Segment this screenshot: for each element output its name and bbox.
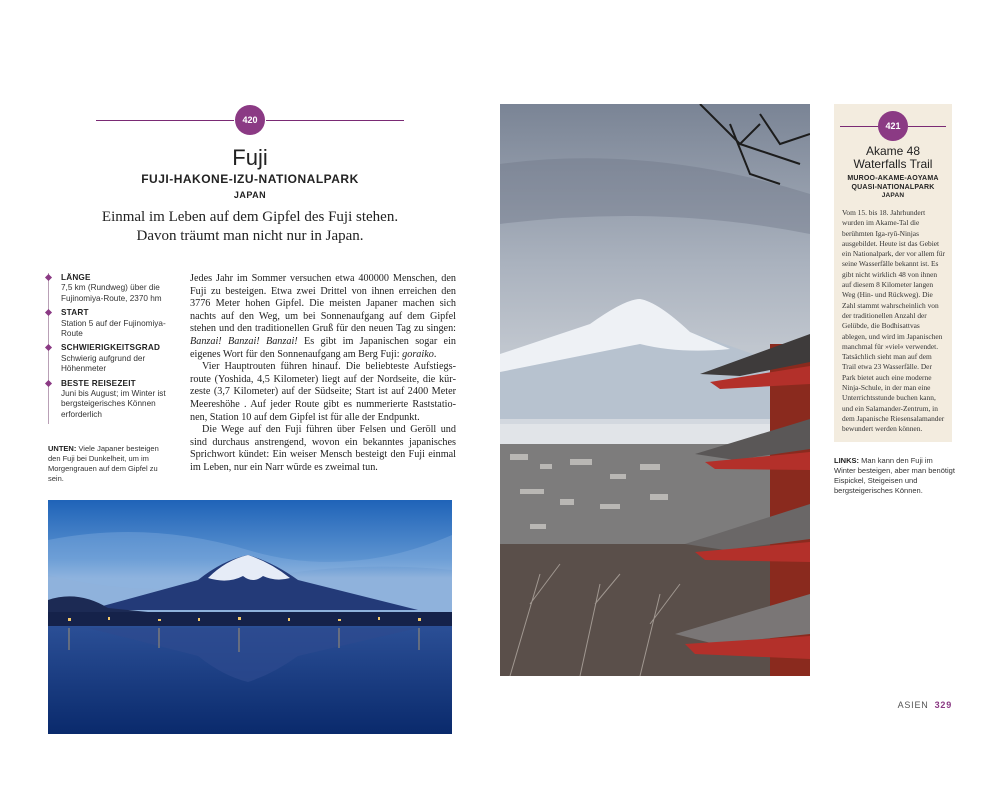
banzai-quote: Banzai! Banzai! Banzai! xyxy=(190,335,298,347)
fact-text: Station 5 auf der Fujinomiya-Route xyxy=(61,318,166,339)
lead-line-1: Einmal im Leben auf dem Gipfel des Fuji stehen. xyxy=(101,209,399,225)
fact-label: LÄNGE xyxy=(61,273,91,282)
fact-label: SCHWIERIGKEITSGRAD xyxy=(61,343,161,353)
photo-caption-left xyxy=(834,456,956,496)
fact-label: START xyxy=(61,308,89,318)
fuji-dusk-illustration xyxy=(48,500,452,734)
body-text xyxy=(190,273,456,475)
caption-label: LINKS: xyxy=(834,456,859,465)
box-rule-left xyxy=(840,126,878,127)
page-footer xyxy=(898,700,952,710)
diamond-bullet-icon xyxy=(45,274,52,281)
body-text-run: . xyxy=(433,348,437,360)
box-subtitle-line-2: QUASI-NATIONALPARK xyxy=(851,183,935,191)
facts-sidebar xyxy=(48,273,179,424)
diamond-bullet-icon xyxy=(45,309,52,316)
body-text-run: Es gibt im Japanischen sogar ein eigenes Wort für den Sonnenaufgang am Berg Fuji: xyxy=(190,335,457,360)
caption-label: UNTEN: xyxy=(48,444,77,453)
fact-start xyxy=(61,308,179,339)
entry-number-badge-420: 420 xyxy=(235,105,265,135)
fuji-pagoda-illustration xyxy=(500,104,810,676)
entry-number-badge-421: 421 xyxy=(878,111,908,141)
entry-subtitle: FUJI-HAKONE-IZU-NATIONALPARK xyxy=(141,172,359,186)
fact-text: 7,5 km (Rundweg) über die Fujinomiya-Route, 2370 hm xyxy=(61,283,162,303)
fact-text: Juni bis August; im Winter ist bergsteigerisches Können erforderlich xyxy=(61,389,166,419)
entry-title: Fuji xyxy=(232,145,268,170)
goraiko-term: goraiko xyxy=(402,348,434,360)
photo-caption-below xyxy=(48,444,168,484)
fact-best-season xyxy=(61,379,179,421)
box-subtitle-line-1: MUROO-AKAME-AOYAMA xyxy=(847,175,939,182)
diamond-bullet-icon xyxy=(45,380,52,387)
body-paragraph-2: Vier Hauptrouten führen hinauf. Die beliebteste Aufstiegsroute (Yoshida, 4,5 Kilometer) liegt auf der Nordseite, die kürzeste (3,7 Kilometer) auf der Südseite; Start ist auf 2400 Meter Meereshöhe . Auf jeder Route gibt es nummerierte Raststationen, Station 10 auf dem Gipfel ist für alle der Endpunkt. xyxy=(190,361,456,423)
box-title-line-1: Akame 48 xyxy=(865,144,921,158)
box-title-line-2: Waterfalls Trail xyxy=(853,157,933,171)
page-number: 329 xyxy=(934,700,952,710)
header-rule-left xyxy=(96,120,234,121)
entry-lead xyxy=(90,208,410,246)
entry-country: JAPAN xyxy=(233,190,267,200)
header-rule-right xyxy=(266,120,404,121)
box-rule-right xyxy=(908,126,946,127)
photo-fuji-dusk-lake xyxy=(48,500,452,734)
caption-text: Man kann den Fuji im Winter besteigen, aber man benötigt Eispickel, Steigeisen und bergsteigerisches Können. xyxy=(834,456,955,495)
section-name: ASIEN xyxy=(897,700,929,710)
diamond-bullet-icon xyxy=(45,344,52,351)
body-paragraph-1 xyxy=(190,273,456,361)
side-entry-box-421 xyxy=(834,104,952,442)
fact-text: Schwierig aufgrund der Höhenmeter xyxy=(61,353,146,374)
body-paragraph-3: Die Wege auf den Fuji führen über Felsen und Geröll und sind durchaus anstrengend, wovon ein bekanntes japanisches Sprichwort kündet: Ein weiser Mensch besteigt den Fuji einmal im Leben, nur ein Narr würde es zweimal tun. xyxy=(190,424,456,473)
photo-fuji-pagoda xyxy=(500,104,810,676)
caption-text: Viele Japaner besteigen den Fuji bei Dunkelheit, um im Morgengrauen auf dem Gipfel zu sein. xyxy=(48,444,159,483)
lead-line-2: Davon träumt man nicht nur in Japan. xyxy=(136,228,364,244)
box-country: JAPAN xyxy=(881,192,905,199)
fact-length xyxy=(61,273,179,304)
fact-label: BESTE REISEZEIT xyxy=(61,378,136,388)
box-body-text: Vom 15. bis 18. Jahrhundert wurden im Akame-Tal die berühmten Iga-ryū-Ninjas ausgebildet. Heute ist das Gebiet ein Nationalpark, der vor allem für seine Wasserfälle bekannt ist. Es gibt nicht wirklich 48 von ihnen auf diesem 8 Kilometer langen Weg (Hin- und Rückweg). Die Zahl stammt wahrscheinlich von der traditionellen Anzahl der Gelübde, die Bodhisattvas ablegen, und wird im Japanischen manchmal für »viel« verwendet. Tatsächlich sieht man auf dem Trail etwa 23 Wasserfälle. Der Park bietet auch eine moderne Ninja-Schule, in der man eine Unterrichtsstunde buchen kann, und ein Salamander-Zentrum, in dem Japanische Riesensalamander bewundert werden können. xyxy=(842,208,946,434)
body-text-run: Jedes Jahr im Sommer versuchen etwa 400000 Menschen, den Fuji zu besteigen. Etwa zwei Drittel von ihnen erreichen den 3776 Meter hohen Gipfel. Die meisten Japaner machen sich nachts auf den Weg, um bei Sonnenaufgang auf dem Gipfel stehen und den traditionellen Gruß für den neuen Tag zu singen: xyxy=(190,273,456,335)
fact-difficulty xyxy=(61,343,179,374)
